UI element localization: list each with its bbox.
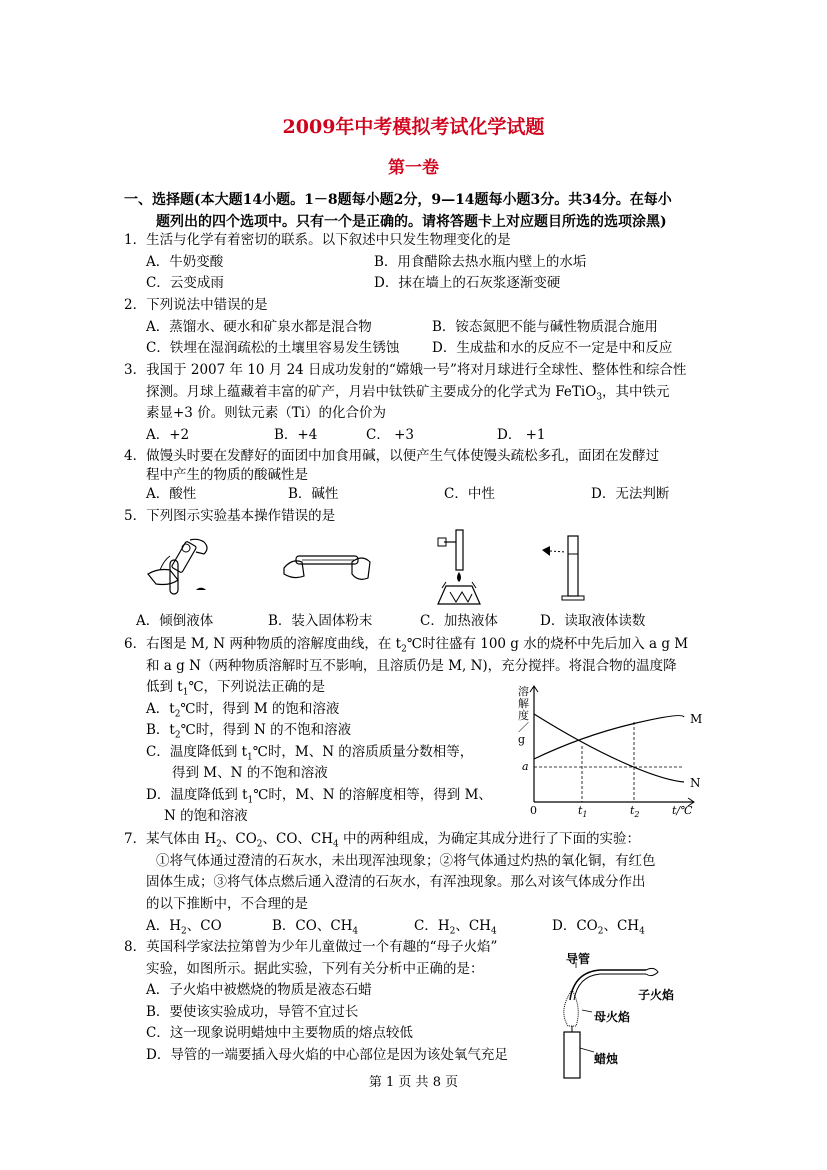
label-temp-axis: t/℃ xyxy=(672,804,693,817)
pour-liquid-figure xyxy=(140,534,218,598)
q4-option-b: B．碱性 xyxy=(288,486,339,502)
q4-line2: 程中产生的物质的酸碱性是 xyxy=(146,467,308,483)
candle-flame-figure xyxy=(556,952,686,1082)
label-a: a xyxy=(522,760,529,773)
q8-option-c: C．这一现象说明蜡烛中主要物质的熔点较低 xyxy=(146,1025,413,1041)
q5-option-d: D．读取液体读数 xyxy=(540,613,646,629)
label-t1: $t_1$ xyxy=(578,804,588,820)
q5-option-a: A．倾倒液体 xyxy=(136,613,214,629)
q2-stem: 2．下列说法中错误的是 xyxy=(124,297,268,313)
q6-option-c: C．温度降低到 $t_1℃$时，M、N 的溶质质量分数相等， xyxy=(146,744,474,763)
q3-option-c: C． +3 xyxy=(366,427,415,443)
q6-line2: 和 a g N（两种物质溶解时互不影响，且溶质仍是 M, N)，充分搅拌。将混合物的温度降 xyxy=(146,658,677,674)
q6-option-b: B．$t_2℃$时，得到 N 的不饱和溶液 xyxy=(146,722,352,741)
q1-stem: 1．生活与化学有着密切的联系。以下叙述中只发生物理变化的是 xyxy=(124,232,511,248)
q6-option-a: A．$t_2℃$时，得到 M 的饱和溶液 xyxy=(146,701,340,720)
section-heading xyxy=(124,189,714,233)
q6-line3: 低到 $t_1℃$，下列说法正确的是 xyxy=(146,679,326,698)
q4-option-d: D．无法判断 xyxy=(591,486,670,502)
label-t2: $t_2$ xyxy=(630,804,640,820)
q5-option-b: B．装入固体粉末 xyxy=(268,613,373,629)
q5-stem: 5．下列图示实验基本操作错误的是 xyxy=(124,508,336,524)
q7-line3: 固体生成；③将气体点燃后通入澄清的石灰水，有浑浊现象。那么对该气体成分作出 xyxy=(146,874,646,890)
q4-line1: 4．做馒头时要在发酵好的面团中加食用碱，以便产生气体使馒头疏松多孔，面团在发酵过 xyxy=(124,448,660,464)
q1-option-c: C．云变成雨 xyxy=(146,275,224,291)
q3-line2: 探测。月球上蕴藏着丰富的矿产，月岩中钛铁矿主要成分的化学式为 FeTiO$_3$，其中铁元 xyxy=(146,384,670,403)
q6-option-d: D．温度降低到 $t_1℃$时，M、N 的溶解度相等，得到 M、 xyxy=(146,787,492,806)
q7-line1: 7．某气体由 $H_2$、$CO_2$、CO、$CH_4$ 中的两种组成，为确定其成分进行了下面的实验： xyxy=(124,831,641,850)
q7-line2: ①将气体通过澄清的石灰水，未出现浑浊现象；②将气体通过灼热的氧化铜，有红色 xyxy=(156,853,656,869)
y-axis-label: 溶 解 度 ／ g xyxy=(518,685,529,746)
q8-option-a: A．子火焰中被燃烧的物质是液态石蜡 xyxy=(146,982,372,998)
q2-option-b: B．铵态氮肥不能与碱性物质混合施用 xyxy=(432,319,658,335)
q7-line4: 的以下推断中，不合理的是 xyxy=(146,896,308,912)
q8-line2: 实验，如图所示。据此实验，下列有关分析中正确的是： xyxy=(146,961,484,977)
solubility-graph xyxy=(512,684,702,824)
heat-liquid-figure xyxy=(436,528,486,610)
q7-option-a: A．$H_2$、CO xyxy=(146,918,222,937)
q7-option-c: C．$H_2$、$CH_4$ xyxy=(414,918,497,937)
q6-option-d-cont: N 的饱和溶液 xyxy=(164,808,248,824)
q2-option-d: D．生成盐和水的反应不一定是中和反应 xyxy=(432,340,673,356)
label-child-flame: 子火焰 xyxy=(638,988,675,1002)
section-line1: 一、选择题(本大题14小题。1－8题每小题2分，9—14题每小题3分。共34分。在每小 xyxy=(124,192,672,208)
page-footer: 第 1 页 共 8 页 xyxy=(368,1075,459,1090)
label-tube: 导管 xyxy=(566,952,591,966)
q1-option-d: D．抹在墙上的石灰浆逐渐变硬 xyxy=(374,275,561,291)
q1-option-b: B．用食醋除去热水瓶内壁上的水垢 xyxy=(374,254,587,270)
q1-option-a: A．牛奶变酸 xyxy=(146,254,224,270)
q8-option-b: B．要使该实验成功，导管不宜过长 xyxy=(146,1004,359,1020)
label-m: M xyxy=(690,712,703,726)
curve-m xyxy=(534,716,684,759)
q4-option-a: A．酸性 xyxy=(146,486,197,502)
q8-option-d: D．导管的一端要插入母火焰的中心部位是因为该处氧气充足 xyxy=(146,1047,508,1063)
label-mother-flame: 母火焰 xyxy=(594,1010,631,1024)
label-origin: 0 xyxy=(530,804,537,817)
q3-option-d: D． +1 xyxy=(497,427,546,443)
label-n: N xyxy=(690,776,701,790)
label-candle: 蜡烛 xyxy=(594,1052,619,1066)
q3-line3: 素显+3 价。则钛元素（Ti）的化合价为 xyxy=(146,405,387,421)
q8-line1: 8．英国科学家法拉第曾为少年儿童做过一个有趣的“母子火焰” xyxy=(124,939,498,955)
section-line2: 题列出的四个选项中。只有一个是正确的。请将答题卡上对应题目所选的选项涂黑) xyxy=(156,214,667,230)
curve-n xyxy=(534,714,684,782)
q6-option-c-cont: 得到 M、N 的不饱和溶液 xyxy=(172,765,328,781)
read-volume-figure xyxy=(538,534,588,604)
q3-option-a: A．+2 xyxy=(146,427,190,443)
volume-title: 第一卷 xyxy=(388,158,439,178)
q2-option-c: C．铁埋在湿润疏松的土壤里容易发生锈蚀 xyxy=(146,340,400,356)
q7-option-d: D．$CO_2$、$CH_4$ xyxy=(552,918,645,937)
q2-option-a: A．蒸馏水、硬水和矿泉水都是混合物 xyxy=(146,319,372,335)
q7-option-b: B．CO、$CH_4$ xyxy=(272,918,359,937)
q4-option-c: C．中性 xyxy=(444,486,495,502)
load-powder-figure xyxy=(282,544,372,592)
q6-line1: 6．右图是 M, N 两种物质的溶解度曲线，在 $t_2℃$时往盛有 100 g 水的烧杯中先后加入 a g M xyxy=(124,636,689,655)
q5-option-c: C．加热液体 xyxy=(420,613,498,629)
page-title: 2009年中考模拟考试化学试题 xyxy=(282,116,545,138)
q3-option-b: B．+4 xyxy=(274,427,318,443)
q3-line1: 3．我国于 2007 年 10 月 24 日成功发射的“嫦娥一号”将对月球进行全球性、整体性和综合性 xyxy=(124,362,687,378)
